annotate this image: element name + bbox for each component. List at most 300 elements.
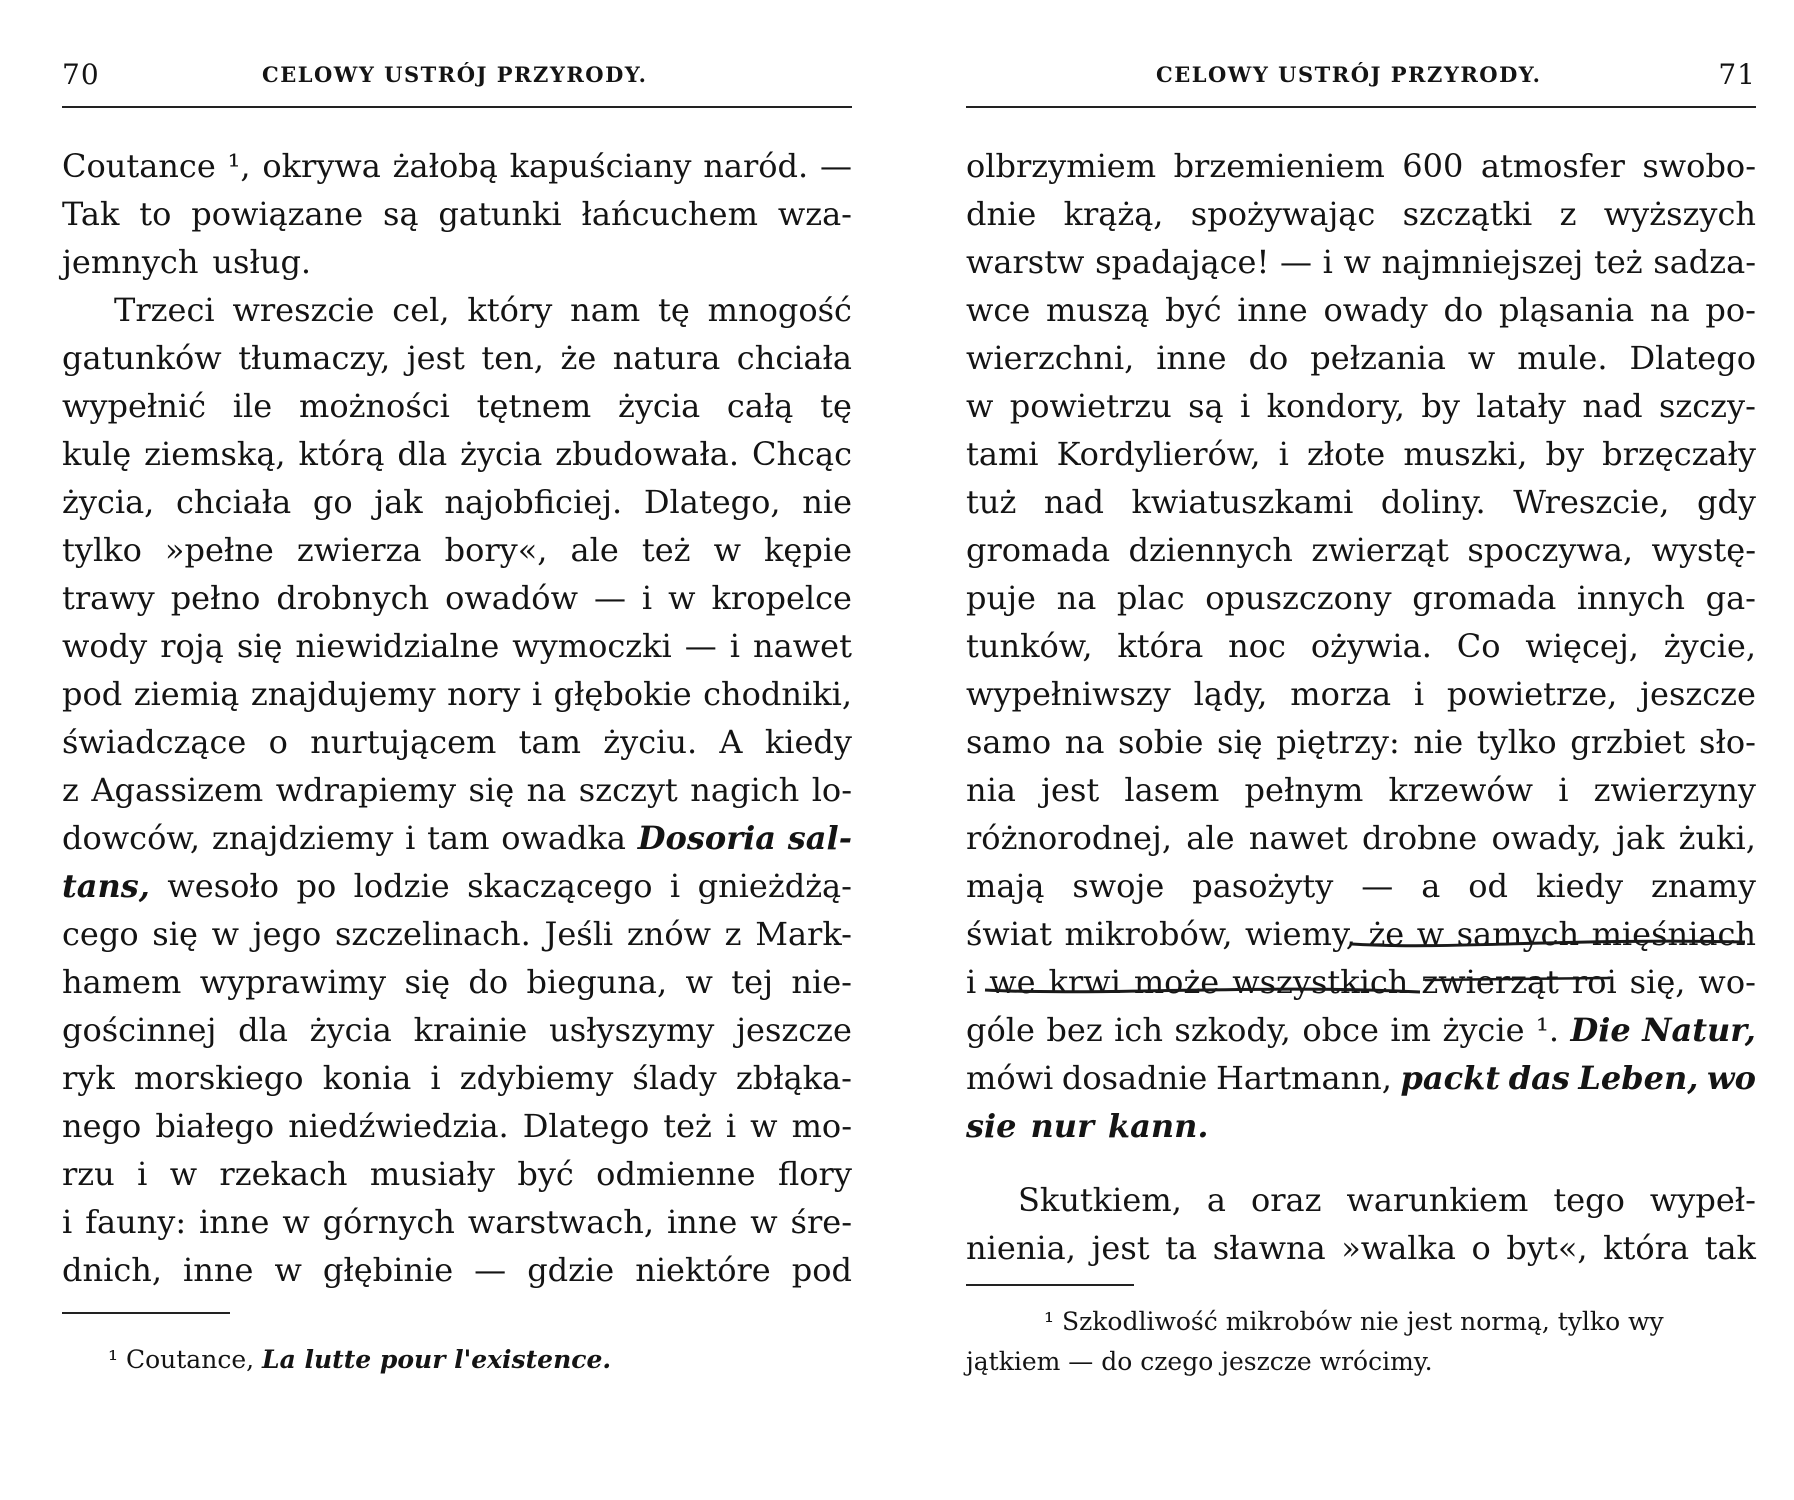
word: cel, xyxy=(392,291,450,329)
word: i xyxy=(1240,387,1251,425)
footnote-marker: ¹ xyxy=(108,1345,119,1374)
word: żałobą xyxy=(392,147,498,185)
word: warunkiem xyxy=(1346,1181,1529,1219)
word: żuki, xyxy=(1678,819,1756,857)
right-running-title: CELOWY USTRÓJ PRZYRODY. xyxy=(1156,62,1542,87)
text-line xyxy=(966,862,1756,910)
word: — xyxy=(820,147,852,185)
word: mnogość xyxy=(707,291,852,329)
word: packt xyxy=(1400,1059,1501,1097)
text-line xyxy=(966,718,1756,766)
word: i xyxy=(405,819,416,857)
text-line xyxy=(62,814,852,862)
word: w xyxy=(1343,243,1371,281)
word: owadka xyxy=(501,819,626,857)
word: tuż xyxy=(966,483,1017,521)
word: i xyxy=(137,1155,148,1193)
word: się xyxy=(468,771,515,809)
left-page-number: 70 xyxy=(62,58,100,91)
word: Dosoria xyxy=(637,819,776,857)
word: kiedy xyxy=(1535,867,1624,905)
word: ożywia. xyxy=(1310,627,1432,665)
word: świat xyxy=(966,915,1052,953)
footnote-author: Coutance, xyxy=(125,1345,255,1374)
word: mają xyxy=(966,867,1045,905)
word: która xyxy=(1603,1229,1690,1267)
word: chciała xyxy=(736,339,852,377)
word: są xyxy=(383,195,419,233)
text-line xyxy=(62,142,852,190)
word: możności xyxy=(298,387,450,425)
word: Agassizem xyxy=(91,771,264,809)
word: sie xyxy=(966,1107,1017,1145)
word: którą xyxy=(298,435,385,473)
word: brzęczały xyxy=(1602,435,1756,473)
word: nagich xyxy=(690,771,800,809)
word: kondory, xyxy=(1266,387,1405,425)
word: mówi xyxy=(966,1059,1054,1097)
word: wreszcie xyxy=(232,291,375,329)
word: zbudowała. xyxy=(555,435,740,473)
word: swobo- xyxy=(1642,147,1756,185)
word: rzu xyxy=(62,1155,115,1193)
word: ale xyxy=(570,531,619,569)
text-line xyxy=(966,1006,1756,1054)
text-line xyxy=(62,286,852,334)
word: i xyxy=(1413,675,1425,713)
word: szczątki xyxy=(1402,195,1533,233)
word: inne xyxy=(1156,339,1227,377)
word: tam xyxy=(518,723,581,761)
word: też xyxy=(1593,243,1643,281)
word: Tak xyxy=(62,195,120,233)
word: samych xyxy=(1456,915,1580,953)
word: gatunki xyxy=(438,195,562,233)
word: tam xyxy=(427,819,490,857)
word: noc xyxy=(1228,627,1286,665)
word: inne xyxy=(183,1251,254,1289)
word: nie xyxy=(802,483,852,521)
word: w xyxy=(1467,339,1496,377)
word: tunków, xyxy=(966,627,1093,665)
text-line xyxy=(62,958,852,1006)
text-line xyxy=(62,478,852,526)
word: muszki, xyxy=(1403,435,1528,473)
word: może xyxy=(1133,963,1220,1001)
word: ile xyxy=(232,387,273,425)
word: w xyxy=(750,1107,778,1145)
word: Kordylierów, xyxy=(1056,435,1261,473)
left-footnote xyxy=(108,1340,848,1380)
text-line xyxy=(62,430,852,478)
text-line xyxy=(966,958,1756,1006)
word: tylko xyxy=(1476,723,1557,761)
word: spoczywa, xyxy=(1467,531,1634,569)
word: dnich, xyxy=(62,1251,163,1289)
word: mięśniach xyxy=(1591,915,1756,953)
word: i xyxy=(669,867,681,905)
word: powietrze, xyxy=(1446,675,1618,713)
word: i xyxy=(430,1059,441,1097)
word: usług. xyxy=(212,243,312,281)
word: życia xyxy=(460,435,543,473)
right-footnote xyxy=(966,1302,1746,1382)
word: inne xyxy=(1237,291,1308,329)
word: z xyxy=(724,915,742,953)
word: gościnnej xyxy=(62,1011,217,1049)
word: tej xyxy=(731,963,773,1001)
word: brzemieniem xyxy=(1173,147,1385,185)
word: zbłąka- xyxy=(735,1059,852,1097)
word: życiu. xyxy=(603,723,698,761)
word: atmosfer xyxy=(1480,147,1625,185)
right-header-rule xyxy=(966,106,1756,108)
word: cego xyxy=(62,915,139,953)
text-line xyxy=(966,430,1756,478)
word: wza- xyxy=(777,195,852,233)
word: olbrzymiem xyxy=(966,147,1157,185)
word: powietrzu xyxy=(1009,387,1172,425)
word: opuszczony xyxy=(1205,579,1392,617)
word: kulę xyxy=(62,435,132,473)
word: mo- xyxy=(791,1107,852,1145)
text-line xyxy=(966,334,1756,382)
word: ¹. xyxy=(1536,1011,1559,1049)
word: górnych xyxy=(322,1203,455,1241)
word: ale xyxy=(1186,819,1235,857)
word: krainie xyxy=(413,1011,528,1049)
word: Co xyxy=(1456,627,1501,665)
text-line xyxy=(966,526,1756,574)
word: ziemią xyxy=(133,675,240,713)
word: — xyxy=(593,579,626,617)
word: wystę- xyxy=(1651,531,1756,569)
text-line xyxy=(966,238,1756,286)
word: najobficiej. xyxy=(444,483,623,521)
word: tłumaczy, xyxy=(238,339,391,377)
word: konia xyxy=(322,1059,412,1097)
word: trawy xyxy=(62,579,155,617)
word: dnie xyxy=(966,195,1037,233)
word: byt«, xyxy=(1506,1229,1588,1267)
word: wce xyxy=(966,291,1031,329)
text-line xyxy=(966,286,1756,334)
word: wody xyxy=(62,627,148,665)
left-header-rule xyxy=(62,106,852,108)
text-line xyxy=(62,910,852,958)
word: wesoło xyxy=(167,867,280,905)
left-running-head xyxy=(62,58,852,94)
word: tę xyxy=(658,291,690,329)
text-line xyxy=(62,382,852,430)
left-body-text xyxy=(62,142,852,1294)
word: znów xyxy=(626,915,711,953)
word: wierzchni, xyxy=(966,339,1135,377)
word: być xyxy=(1165,291,1222,329)
word: więcej, xyxy=(1525,627,1639,665)
word: różnorodnej, xyxy=(966,819,1172,857)
word: ślady xyxy=(632,1059,717,1097)
word: wymoczki xyxy=(512,627,672,665)
word: jak xyxy=(1615,819,1665,857)
word: to xyxy=(139,195,172,233)
word: ich xyxy=(1114,1011,1163,1049)
word: wypeł- xyxy=(1649,1181,1756,1219)
paragraph-gap xyxy=(966,1150,1756,1176)
text-line xyxy=(62,766,852,814)
text-line xyxy=(966,1054,1756,1102)
text-line xyxy=(966,814,1756,862)
word: jeszcze xyxy=(1640,675,1756,713)
word: — xyxy=(1361,867,1394,905)
word: nurtującem xyxy=(310,723,497,761)
word: 600 xyxy=(1402,147,1464,185)
word: sadza- xyxy=(1653,243,1756,281)
word: flory xyxy=(777,1155,852,1193)
text-line xyxy=(62,526,852,574)
word: dla xyxy=(238,1011,288,1049)
word: się xyxy=(152,915,198,953)
word: pląsania xyxy=(1498,291,1635,329)
word: tę xyxy=(820,387,852,425)
word: w xyxy=(713,531,741,569)
word: Skutkiem, xyxy=(1018,1181,1182,1219)
text-line xyxy=(966,1176,1756,1224)
text-line xyxy=(62,238,852,286)
word: krwi xyxy=(1048,963,1121,1001)
word: gromada xyxy=(1412,579,1557,617)
word: zwierza xyxy=(296,531,422,569)
word: śre- xyxy=(790,1203,852,1241)
word: nur xyxy=(1030,1107,1094,1145)
word: odmienne xyxy=(596,1155,756,1193)
word: drobne xyxy=(1362,819,1478,857)
word: się xyxy=(404,963,451,1001)
text-line xyxy=(62,670,852,718)
word: świadczące xyxy=(62,723,247,761)
text-line xyxy=(62,190,852,238)
word: okrywa xyxy=(262,147,381,185)
word: gnieżdżą- xyxy=(697,867,852,905)
word: sławna xyxy=(1212,1229,1326,1267)
text-line xyxy=(62,1006,852,1054)
text-line xyxy=(62,1246,852,1294)
word: życia xyxy=(617,387,701,425)
word: szczy- xyxy=(1658,387,1756,425)
word: na xyxy=(1064,723,1105,761)
word: roi xyxy=(1571,963,1617,1001)
word: życie xyxy=(1442,1011,1525,1049)
word: kropelce xyxy=(711,579,852,617)
word: we xyxy=(989,963,1036,1001)
left-running-title: CELOWY USTRÓJ PRZYRODY. xyxy=(262,62,648,87)
word: znajdujemy xyxy=(250,675,436,713)
word: z xyxy=(1559,195,1577,233)
word: rzekach xyxy=(219,1155,348,1193)
word: do xyxy=(468,963,509,1001)
word: się xyxy=(1217,723,1263,761)
word: Natur, xyxy=(1642,1011,1756,1049)
word: nie xyxy=(1413,723,1464,761)
word: być xyxy=(517,1155,574,1193)
word: wypełniwszy xyxy=(966,675,1171,713)
word: nienia, xyxy=(966,1229,1076,1267)
word: niewidzialne xyxy=(295,627,500,665)
word: plac xyxy=(1116,579,1185,617)
word: naród. xyxy=(703,147,809,185)
right-running-head xyxy=(966,58,1756,94)
word: pod xyxy=(62,675,123,713)
word: złote xyxy=(1306,435,1386,473)
text-line xyxy=(966,574,1756,622)
left-page xyxy=(62,0,852,1500)
word: sobie xyxy=(1118,723,1204,761)
word: pasożyty xyxy=(1192,867,1334,905)
word: muszą xyxy=(1046,291,1150,329)
word: znajdziemy xyxy=(211,819,394,857)
word: zwierząt xyxy=(1421,963,1559,1001)
footnote-title: La lutte pour l'existence. xyxy=(262,1345,612,1374)
text-line xyxy=(966,478,1756,526)
word: puje xyxy=(966,579,1036,617)
word: spadające! xyxy=(1095,243,1270,281)
right-footnote-line-2: jątkiem — do czego jeszcze wrócimy. xyxy=(966,1347,1433,1376)
word: Chcąc xyxy=(751,435,852,473)
word: bory«, xyxy=(444,531,548,569)
word: mikrobów, xyxy=(1064,915,1233,953)
word: oraz xyxy=(1250,1181,1322,1219)
word: inne xyxy=(199,1203,270,1241)
word: że xyxy=(560,339,597,377)
word: wiemy, xyxy=(1245,915,1356,953)
word: kapuściany xyxy=(509,147,692,185)
word: nory xyxy=(447,675,521,713)
word: na xyxy=(1649,291,1690,329)
text-line xyxy=(62,1150,852,1198)
word: go xyxy=(312,483,353,521)
word: doliny. xyxy=(1380,483,1486,521)
word: w xyxy=(966,387,994,425)
word: lasem xyxy=(1124,771,1220,809)
word: gromada xyxy=(966,531,1111,569)
word: »pełne xyxy=(164,531,274,569)
word: Trzeci xyxy=(114,291,215,329)
word: wszystkich xyxy=(1232,963,1409,1001)
word: i xyxy=(1278,435,1289,473)
word: do xyxy=(1248,339,1289,377)
word: Dlatego xyxy=(522,1107,650,1145)
word: tętnem xyxy=(476,387,592,425)
word: i xyxy=(1322,243,1333,281)
word: w xyxy=(668,579,696,617)
text-line xyxy=(966,382,1756,430)
text-line xyxy=(62,1198,852,1246)
word: kann. xyxy=(1107,1107,1209,1145)
word: który xyxy=(467,291,553,329)
word: jego xyxy=(252,915,322,953)
word: bieguna, xyxy=(526,963,668,1001)
word: łańcuchem xyxy=(581,195,758,233)
word: Wreszcie, xyxy=(1513,483,1670,521)
text-line xyxy=(966,622,1756,670)
word: też xyxy=(663,1107,712,1145)
word: das xyxy=(1508,1059,1570,1097)
word: usłyszymy xyxy=(549,1011,715,1049)
word: i xyxy=(531,675,543,713)
word: gatunków xyxy=(62,339,222,377)
word: morza xyxy=(1290,675,1392,713)
word: lo- xyxy=(811,771,852,809)
word: od xyxy=(1468,867,1508,905)
word: spożywając xyxy=(1190,195,1376,233)
word: życie, xyxy=(1663,627,1756,665)
word: o xyxy=(268,723,288,761)
word: nia xyxy=(966,771,1016,809)
text-line xyxy=(966,670,1756,718)
word: ziemską, xyxy=(144,435,286,473)
word: ten, xyxy=(481,339,544,377)
word: warstw xyxy=(966,243,1085,281)
word: jest xyxy=(1041,771,1100,809)
word: bez xyxy=(1046,1011,1103,1049)
word: roją xyxy=(160,627,224,665)
word: w xyxy=(1416,915,1445,953)
word: pełnym xyxy=(1244,771,1364,809)
word: kępie xyxy=(764,531,852,569)
right-page-number: 71 xyxy=(1718,58,1756,91)
word: owady, xyxy=(1491,819,1602,857)
word: powiązane xyxy=(191,195,364,233)
word: jest xyxy=(406,339,465,377)
word: nego xyxy=(62,1107,142,1145)
word: nad xyxy=(1043,483,1104,521)
right-body-text xyxy=(966,142,1756,1272)
word: jak xyxy=(374,483,423,521)
word: musiały xyxy=(369,1155,495,1193)
text-line xyxy=(62,862,852,910)
word: pełno xyxy=(170,579,261,617)
word: by xyxy=(1421,387,1460,425)
word: się xyxy=(236,627,283,665)
word: gdy xyxy=(1696,483,1756,521)
word: jemnych xyxy=(62,243,199,281)
word: innych xyxy=(1576,579,1685,617)
word: by xyxy=(1545,435,1585,473)
word: kiedy xyxy=(764,723,852,761)
word: całą xyxy=(726,387,794,425)
word: pełzania xyxy=(1310,339,1446,377)
word: A xyxy=(719,723,743,761)
word: — xyxy=(684,627,717,665)
word: jeszcze xyxy=(736,1011,852,1049)
word: dziennych xyxy=(1128,531,1293,569)
word: wdrapiemy xyxy=(275,771,457,809)
word: grzbiet xyxy=(1570,723,1686,761)
word: swoje xyxy=(1072,867,1165,905)
word: krążą, xyxy=(1063,195,1164,233)
word: — xyxy=(474,1251,507,1289)
word: wyższych xyxy=(1603,195,1756,233)
word: owadów xyxy=(445,579,578,617)
word: są xyxy=(1188,387,1224,425)
word: sal- xyxy=(787,819,852,857)
word: i xyxy=(729,627,741,665)
word: głębinie xyxy=(322,1251,454,1289)
left-footnote-rule xyxy=(62,1312,230,1314)
word: tans, xyxy=(62,867,150,905)
word: nam xyxy=(570,291,641,329)
word: znamy xyxy=(1651,867,1756,905)
